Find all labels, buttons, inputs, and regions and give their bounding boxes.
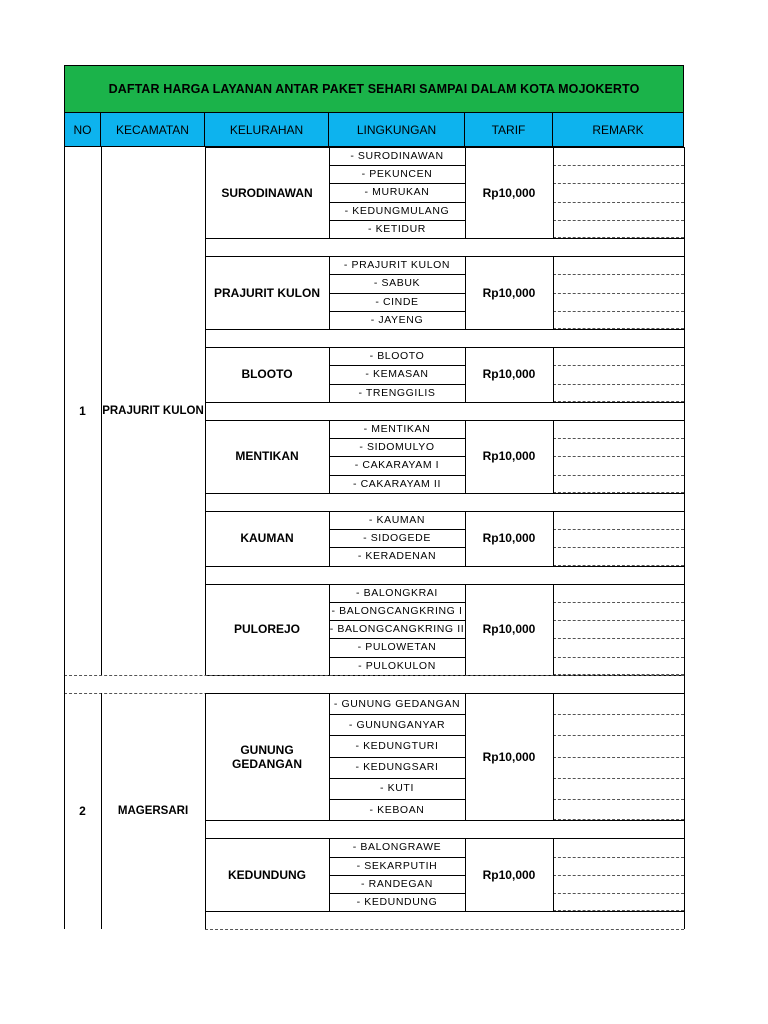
tarif-value: Rp10,000 bbox=[482, 185, 536, 200]
grid-line bbox=[329, 529, 465, 530]
lingkungan-item: - BALONGKRAI bbox=[356, 586, 438, 599]
tarif-value: Rp10,000 bbox=[482, 367, 536, 382]
lingkungan-item: - PULOWETAN bbox=[357, 641, 437, 654]
lingkungan-item: - KEDUNDUNG bbox=[356, 896, 438, 909]
grid-line bbox=[205, 256, 684, 257]
lingkungan-item: - SIDOMULYO bbox=[359, 441, 435, 454]
grid-line-vertical bbox=[553, 147, 554, 238]
tarif-value: Rp10,000 bbox=[482, 449, 536, 464]
kelurahan-name: PRAJURIT KULON bbox=[213, 285, 320, 300]
grid-line-dashed bbox=[553, 165, 684, 166]
tarif-value: Rp10,000 bbox=[482, 531, 536, 546]
grid-line-dashed bbox=[553, 293, 684, 294]
grid-line bbox=[329, 293, 465, 294]
grid-line bbox=[329, 875, 465, 876]
grid-line-dashed bbox=[553, 475, 684, 476]
grid-line-vertical bbox=[329, 420, 330, 493]
grid-line bbox=[205, 820, 684, 821]
lingkungan-item: - SURODINAWAN bbox=[350, 150, 444, 163]
grid-line bbox=[329, 202, 465, 203]
lingkungan-item: - PULOKULON bbox=[358, 659, 436, 672]
grid-line bbox=[329, 165, 465, 166]
grid-line-dashed bbox=[205, 929, 684, 930]
grid-line bbox=[205, 838, 684, 839]
grid-line bbox=[329, 456, 465, 457]
header-kelurahan: KELURAHAN bbox=[205, 113, 329, 147]
lingkungan-item: - CAKARAYAM I bbox=[354, 459, 440, 472]
lingkungan-item: - SEKARPUTIH bbox=[356, 859, 438, 872]
tarif-value: Rp10,000 bbox=[482, 749, 536, 764]
grid-line-vertical bbox=[553, 838, 554, 911]
kelurahan-name: KEDUNDUNG bbox=[228, 867, 306, 882]
lingkungan-item: - KEMASAN bbox=[365, 368, 429, 381]
grid-line-dashed bbox=[553, 456, 684, 457]
grid-line bbox=[329, 638, 465, 639]
grid-line-dashed bbox=[553, 202, 684, 203]
grid-line-vertical bbox=[465, 147, 466, 238]
kecamatan-name: MAGERSARI bbox=[117, 805, 189, 818]
kelurahan-name: MENTIKAN bbox=[235, 449, 299, 464]
grid-line-vertical bbox=[553, 584, 554, 675]
row-number: 1 bbox=[79, 403, 86, 418]
grid-line bbox=[329, 757, 465, 758]
grid-line-dashed bbox=[553, 757, 684, 758]
lingkungan-item: - TRENGGILIS bbox=[358, 386, 436, 399]
grid-line-dashed bbox=[553, 893, 684, 894]
grid-line-vertical bbox=[553, 511, 554, 566]
grid-line-vertical bbox=[205, 147, 206, 675]
grid-line-dashed bbox=[553, 438, 684, 439]
grid-line-vertical bbox=[329, 838, 330, 911]
lingkungan-item: - KEBOAN bbox=[369, 803, 425, 816]
grid-line bbox=[329, 475, 465, 476]
grid-line-vertical bbox=[465, 693, 466, 820]
lingkungan-item: - CINDE bbox=[375, 295, 419, 308]
grid-line bbox=[205, 584, 684, 585]
grid-line-vertical bbox=[553, 256, 554, 329]
kelurahan-name: SURODINAWAN bbox=[221, 185, 313, 200]
grid-line-vertical bbox=[329, 147, 330, 238]
kelurahan-name: BLOOTO bbox=[241, 367, 293, 382]
grid-line-vertical bbox=[553, 347, 554, 402]
kelurahan-name: PULOREJO bbox=[233, 622, 300, 637]
lingkungan-item: - GUNUNGANYAR bbox=[348, 718, 446, 731]
grid-line bbox=[329, 857, 465, 858]
grid-line-dashed bbox=[553, 384, 684, 385]
grid-line bbox=[329, 438, 465, 439]
grid-line-dashed bbox=[553, 620, 684, 621]
tarif-value: Rp10,000 bbox=[482, 622, 536, 637]
lingkungan-item: - KEDUNGMULANG bbox=[344, 204, 450, 217]
header-remark: REMARK bbox=[553, 113, 684, 147]
grid-line-dashed bbox=[553, 799, 684, 800]
kecamatan-name: PRAJURIT KULON bbox=[102, 404, 204, 417]
grid-line-dashed bbox=[553, 735, 684, 736]
lingkungan-item: - BALONGCANGKRING I bbox=[331, 605, 463, 618]
kelurahan-name: KAUMAN bbox=[240, 531, 294, 546]
header-no: NO bbox=[64, 113, 101, 147]
tarif-value: Rp10,000 bbox=[482, 867, 536, 882]
grid-line-dashed bbox=[553, 714, 684, 715]
grid-line bbox=[329, 384, 465, 385]
grid-line-dashed bbox=[553, 274, 684, 275]
grid-line bbox=[329, 311, 465, 312]
grid-line bbox=[205, 566, 684, 567]
grid-line-vertical bbox=[329, 256, 330, 329]
lingkungan-item: - BALONGRAWE bbox=[352, 841, 442, 854]
grid-line-vertical bbox=[329, 693, 330, 820]
lingkungan-item: - BALONGCANGKRING II bbox=[329, 623, 465, 636]
lingkungan-item: - SABUK bbox=[373, 277, 421, 290]
grid-line-vertical bbox=[465, 511, 466, 566]
grid-line bbox=[329, 893, 465, 894]
grid-line-dashed bbox=[553, 529, 684, 530]
lingkungan-item: - KAUMAN bbox=[368, 514, 426, 527]
header-lingkungan: LINGKUNGAN bbox=[329, 113, 465, 147]
lingkungan-item: - SIDOGEDE bbox=[363, 532, 431, 545]
grid-line-dashed bbox=[553, 602, 684, 603]
grid-line-dashed bbox=[553, 875, 684, 876]
grid-line-vertical bbox=[64, 147, 65, 929]
grid-line bbox=[205, 693, 684, 694]
grid-line bbox=[205, 420, 684, 421]
grid-line-vertical bbox=[465, 584, 466, 675]
table-title: DAFTAR HARGA LAYANAN ANTAR PAKET SEHARI SAMPAI DALAM KOTA MOJOKERTO bbox=[64, 65, 684, 113]
header-kecamatan: KECAMATAN bbox=[101, 113, 205, 147]
grid-line-dashed bbox=[553, 778, 684, 779]
grid-line bbox=[205, 347, 684, 348]
grid-line bbox=[205, 493, 684, 494]
grid-line bbox=[329, 220, 465, 221]
grid-line bbox=[329, 657, 465, 658]
header-tarif: TARIF bbox=[465, 113, 553, 147]
grid-line-vertical bbox=[684, 147, 685, 929]
lingkungan-item: - KETIDUR bbox=[368, 222, 426, 235]
grid-line bbox=[205, 329, 684, 330]
grid-line-dashed bbox=[553, 638, 684, 639]
grid-line bbox=[329, 274, 465, 275]
grid-line bbox=[205, 511, 684, 512]
lingkungan-item: - GUNUNG GEDANGAN bbox=[333, 697, 461, 710]
grid-line bbox=[329, 735, 465, 736]
grid-line bbox=[329, 714, 465, 715]
grid-line-dashed bbox=[553, 547, 684, 548]
lingkungan-item: - CAKARAYAM II bbox=[353, 477, 441, 490]
lingkungan-item: - PRAJURIT KULON bbox=[343, 259, 451, 272]
grid-line bbox=[329, 365, 465, 366]
lingkungan-item: - BLOOTO bbox=[369, 350, 425, 363]
grid-line bbox=[329, 778, 465, 779]
grid-line-dashed bbox=[64, 675, 684, 676]
lingkungan-item: - KERADENAN bbox=[357, 550, 437, 563]
lingkungan-item: - MENTIKAN bbox=[363, 423, 431, 436]
grid-line-dashed bbox=[553, 365, 684, 366]
grid-line bbox=[205, 238, 684, 239]
grid-line-vertical bbox=[101, 147, 102, 675]
grid-line bbox=[329, 799, 465, 800]
grid-line-vertical bbox=[329, 584, 330, 675]
grid-line bbox=[329, 620, 465, 621]
grid-line-dashed bbox=[553, 857, 684, 858]
grid-line-vertical bbox=[465, 256, 466, 329]
row-number: 2 bbox=[79, 804, 86, 819]
tarif-value: Rp10,000 bbox=[482, 285, 536, 300]
lingkungan-item: - PEKUNCEN bbox=[361, 168, 433, 181]
grid-line-vertical bbox=[553, 420, 554, 493]
grid-line-vertical bbox=[553, 693, 554, 820]
grid-line bbox=[205, 147, 684, 148]
grid-line bbox=[329, 547, 465, 548]
kelurahan-name: GUNUNG GEDANGAN bbox=[231, 742, 302, 771]
grid-line bbox=[205, 402, 684, 403]
lingkungan-item: - KEDUNGTURI bbox=[355, 739, 439, 752]
grid-line bbox=[329, 183, 465, 184]
lingkungan-item: - RANDEGAN bbox=[361, 877, 433, 890]
grid-line-vertical bbox=[465, 838, 466, 911]
grid-line-vertical bbox=[465, 347, 466, 402]
grid-line bbox=[329, 602, 465, 603]
grid-line-dashed bbox=[553, 657, 684, 658]
grid-line-dashed bbox=[553, 311, 684, 312]
lingkungan-item: - KEDUNGSARI bbox=[355, 761, 439, 774]
grid-line-vertical bbox=[465, 420, 466, 493]
grid-line-dashed bbox=[553, 183, 684, 184]
grid-line-vertical bbox=[101, 693, 102, 929]
grid-line-vertical bbox=[205, 693, 206, 929]
lingkungan-item: - MURUKAN bbox=[364, 186, 430, 199]
grid-line-dashed bbox=[553, 220, 684, 221]
grid-line bbox=[205, 911, 684, 912]
lingkungan-item: - JAYENG bbox=[370, 313, 424, 326]
grid-line-vertical bbox=[329, 511, 330, 566]
lingkungan-item: - KUTI bbox=[380, 782, 414, 795]
grid-line-vertical bbox=[329, 347, 330, 402]
